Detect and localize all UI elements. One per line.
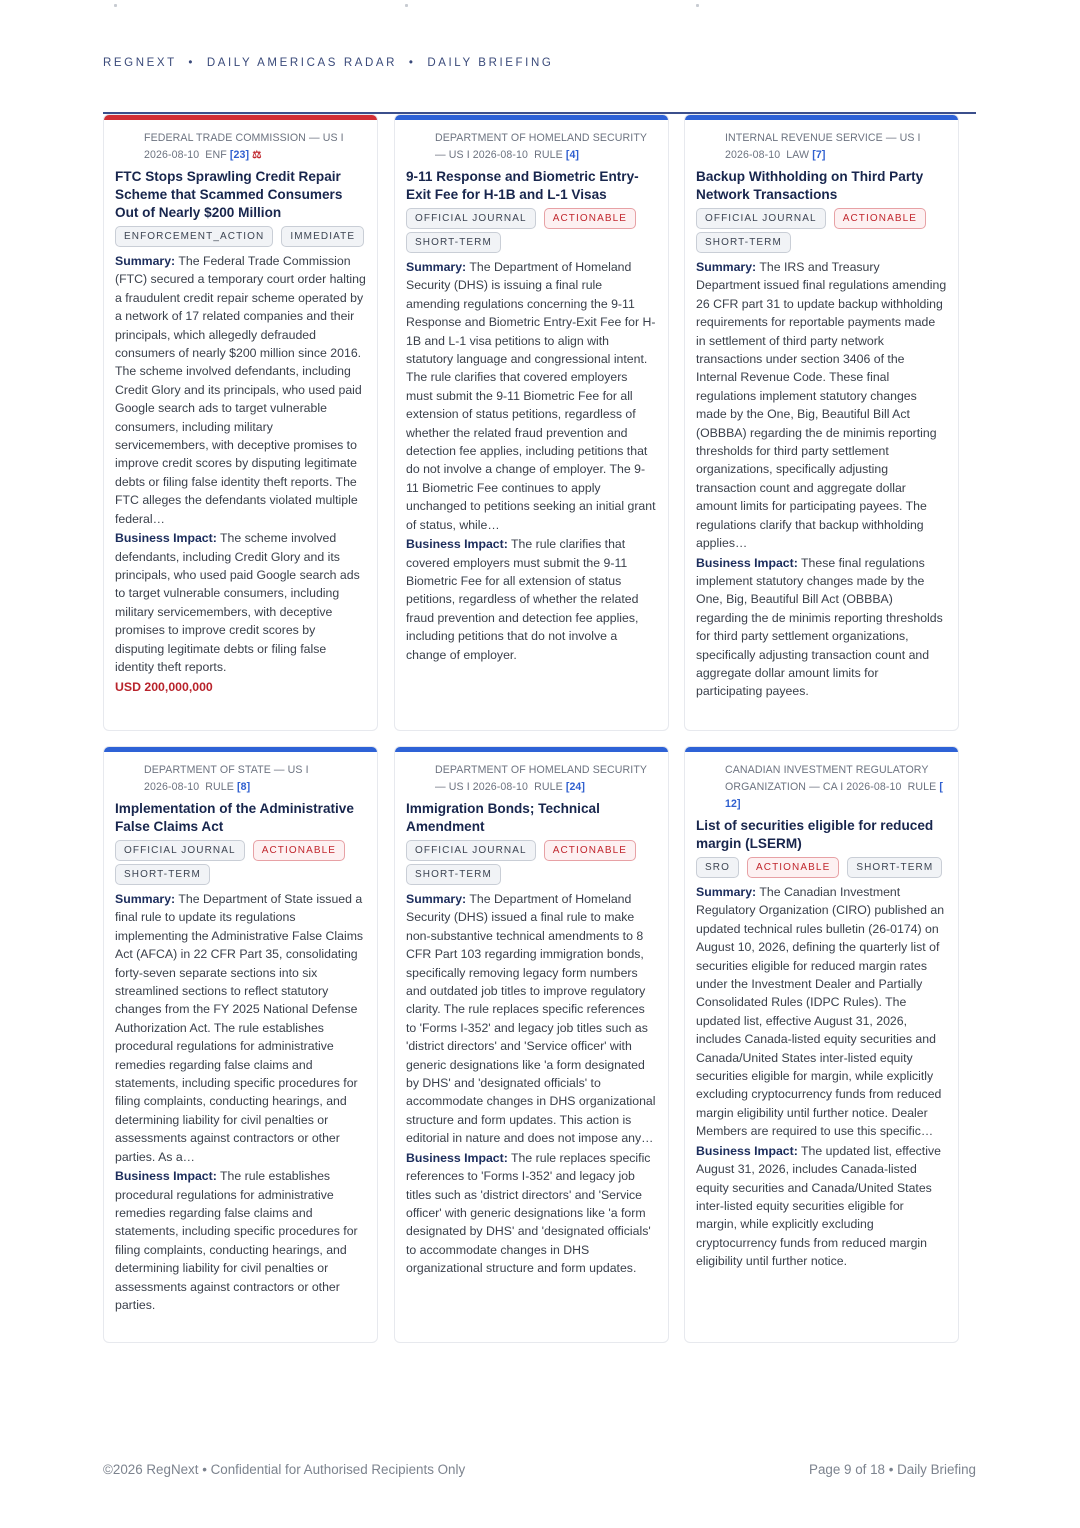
card-agency: DEPARTMENT OF STATE — US I [144, 764, 309, 776]
regulatory-card[interactable] [394, 114, 669, 731]
card-agency: FEDERAL TRADE COMMISSION — US I [144, 132, 344, 144]
tag-badge: SHORT-TERM [406, 232, 501, 253]
summary-label: Summary: [406, 260, 467, 274]
card-summary [115, 252, 366, 528]
tag-badge-actionable: ACTIONABLE [253, 840, 345, 861]
card-impact [115, 529, 366, 676]
tag-badge: ENFORCEMENT_ACTION [115, 226, 273, 247]
regulatory-card[interactable] [394, 746, 669, 1343]
impact-text: The rule establishes procedural regulations for administrative remedies regarding false claims and statements, including specific procedures for filing complaints, conducting hearings, and determining liability for civil penalties or assessments against contractors or other parties. [115, 1169, 358, 1312]
tag-badge: OFFICIAL JOURNAL [696, 208, 826, 229]
tag-badge: IMMEDIATE [281, 226, 364, 247]
card-summary [696, 883, 947, 1141]
tag-badge: SHORT-TERM [847, 857, 942, 878]
tag-badge: OFFICIAL JOURNAL [115, 840, 245, 861]
card-tags [696, 208, 947, 253]
footer-page-number: Page 9 of 18 • Daily Briefing [809, 1462, 976, 1477]
card-type: RULE [907, 781, 937, 793]
card-meta [115, 762, 366, 796]
penalty-amount: USD 200,000,000 [115, 680, 213, 695]
regulatory-card[interactable] [103, 746, 378, 1343]
impact-label: Business Impact: [696, 1143, 798, 1158]
impact-label: Business Impact: [696, 555, 798, 570]
impact-text: The rule clarifies that covered employers must submit the 9-11 Biometric Fee for all extension of status petitions, regardless of whether the related fraud prevention and detection fee applies, including petitions that do not involve a change of employer. [406, 537, 639, 662]
card-tags [406, 208, 657, 253]
tag-badge-actionable: ACTIONABLE [747, 857, 839, 878]
card-ref-link[interactable]: [ 12] [725, 781, 943, 810]
summary-label: Summary: [406, 892, 467, 906]
card-date: 2026-08-10 [472, 149, 528, 161]
card-tags [115, 226, 366, 247]
card-ref-link[interactable]: [23] [229, 149, 250, 161]
card-tags [115, 840, 366, 885]
summary-text: The Department of Homeland Security (DHS) is issuing a final rule amending regulations concerning the 9-11 Response and Biometric Entry-Exit Fee for H-1B and L-1 visa petitions to align with statutory language and congressional intent. The rule clarifies that covered employers must submit the 9-11 Biometric Fee for all extension of status petitions, regardless of whether the related fraud prevention and detection fee applies, including petitions that do not involve a change of employer. The 9-11 Biometric Fee continues to apply unchanged to petitions seeking an initial grant of status, while… [406, 260, 656, 532]
card-type: ENF [205, 149, 227, 161]
tag-badge-actionable: ACTIONABLE [544, 208, 636, 229]
header-edition: DAILY AMERICAS RADAR [206, 57, 398, 69]
card-meta [115, 130, 366, 164]
card-type: RULE [205, 781, 234, 793]
card-tags [406, 840, 657, 885]
card-title[interactable]: List of securities eligible for reduced margin (LSERM) [696, 818, 934, 851]
card-meta [406, 130, 657, 164]
card-ref-link[interactable]: [8] [237, 781, 251, 793]
summary-text: The Federal Trade Commission (FTC) secured a temporary court order halting a fraudulent credit repair scheme operated by a network of 17 related companies and their principals, which allegedly defrauded consumers of nearly $200 million since 2016. The scheme involved defendants, including Credit Glory and its principals, who used paid Google search ads to target vulnerable consumers, including military servicemembers, with deceptive promises to improve credit scores by disputing legitimate debts or filing false identity theft reports. The FTC alleges the defendants violated multiple federal… [115, 254, 366, 526]
tag-badge: OFFICIAL JOURNAL [406, 840, 536, 861]
tag-badge-actionable: ACTIONABLE [834, 208, 926, 229]
top-marks [0, 4, 1080, 10]
tag-badge: SRO [696, 857, 739, 878]
impact-text: The scheme involved defendants, including Credit Glory and its principals, who used paid Google search ads to target vulnerable consumers, including military servicemembers, with deceptive promises to improve credit scores by disputing legitimate debts or filing false identity theft reports. [115, 531, 360, 674]
card-impact [696, 554, 947, 701]
header-separator: • [408, 57, 416, 69]
card-summary [115, 890, 366, 1166]
card-summary [406, 258, 657, 534]
card-meta [696, 130, 947, 164]
card-title[interactable]: Backup Withholding on Third Party Network Transactions [696, 169, 924, 202]
regulatory-card[interactable] [684, 746, 959, 1343]
card-impact [406, 535, 657, 664]
page-header [103, 57, 553, 69]
card-ref-link[interactable]: [7] [812, 149, 826, 161]
card-date: 2026-08-10 [846, 781, 902, 793]
card-agency: INTERNAL REVENUE SERVICE — US I [725, 132, 921, 144]
header-doc-type: DAILY BRIEFING [427, 57, 554, 69]
card-title[interactable]: Implementation of the Administrative False Claims Act [115, 801, 354, 834]
card-agency: DEPARTMENT OF HOMELAND SECURITY — US I [435, 764, 647, 793]
impact-text: The updated list, effective August 31, 2026, includes Canada-listed equity securities and Canada/United States inter-listed equity securities eligible for margin, while explicitly excluding cryptocurrency funds from reduced margin eligibility until further notice. [696, 1143, 941, 1269]
impact-label: Business Impact: [115, 531, 217, 546]
summary-text: The Canadian Investment Regulatory Organization (CIRO) published an updated technical rules bulletin (26-0174) on August 10, 2026, defining the quarterly list of securities eligible for reduced margin rates under the Investment Dealer and Partially Consolidated Rules (IDPC Rules). The updated list, effective August 31, 2026, includes Canada-listed equity securities and Canada/United States inter-listed equity securities eligible for margin, while explicitly excluding cryptocurrency funds from reduced margin eligibility until further notice. Dealer Members are required to use this specific… [696, 885, 945, 1139]
card-title[interactable]: 9-11 Response and Biometric Entry-Exit Fee for H-1B and L-1 Visas [406, 169, 639, 202]
impact-text: The rule replaces specific references to 'Forms I-352' and legacy job titles such as 'district directors' and 'Service officer' with generic designations like 'a form designated by DHS' and 'designated officials' to accommodate changes in DHS organizational structure and form updates. [406, 1150, 651, 1276]
footer-copyright: ©2026 RegNext • Confidential for Authorised Recipients Only [103, 1462, 466, 1477]
summary-text: The Department of Homeland Security (DHS) issued a final rule to make non-substantive technical amendments to 8 CFR Part 103 regarding immigration bonds, specifically removing legacy form numbers and outdated job titles to improve regulatory clarity. The rule replaces specific references to 'Forms I-352' and legacy job titles such as 'district directors' and 'Service officer' with generic designations like 'a form designated by DHS' and 'designated officials' to accommodate changes in DHS organizational structure and form updates. This action is editorial in nature and does not impose any… [406, 892, 656, 1146]
summary-label: Summary: [696, 260, 757, 274]
card-ref-link[interactable]: [24] [565, 781, 586, 793]
summary-text: The Department of State issued a final rule to update its regulations implementing the Administrative False Claims Act (AFCA) in 22 CFR Part 35, consolidating forty-seven separate sections into six streamlined sections to reflect statutory changes from the FY 2025 National Defense Authorization Act. The rule establishes procedural regulations for administrative remedies regarding false claims and statements, including specific procedures for filing complaints, conducting hearings, and determining liability for civil penalties or assessments against contractors or other parties. As a… [115, 892, 364, 1164]
tag-badge: OFFICIAL JOURNAL [406, 208, 536, 229]
summary-text: The IRS and Treasury Department issued final regulations amending 26 CFR part 31 to update backup withholding requirements for reportable payments made in settlement of third party network transactions under section 3406 of the Internal Revenue Code. These final regulations implement statutory changes made by the One, Big, Beautiful Bill Act (OBBBA) regarding the de minimis reporting thresholds for third party settlement organizations, specifically adjusting transaction count and aggregate dollar amount limits for participating payees. The regulations clarify that backup withholding applies… [696, 260, 947, 551]
card-date: 2026-08-10 [144, 149, 200, 161]
card-impact [696, 1142, 947, 1271]
card-summary [406, 890, 657, 1148]
tag-badge: SHORT-TERM [406, 864, 501, 885]
card-impact [406, 1149, 657, 1278]
regulatory-card[interactable] [684, 114, 959, 731]
regulatory-card[interactable] [103, 114, 378, 731]
header-separator: • [188, 57, 196, 69]
tag-badge: SHORT-TERM [696, 232, 791, 253]
card-date: 2026-08-10 [144, 781, 200, 793]
card-impact [115, 1167, 366, 1314]
card-title[interactable]: FTC Stops Sprawling Credit Repair Scheme that Scammed Consumers Out of Nearly $200 Million [115, 169, 343, 220]
impact-label: Business Impact: [406, 537, 508, 552]
card-type: RULE [534, 149, 563, 161]
card-ref-link[interactable]: [4] [565, 149, 580, 161]
tag-badge-actionable: ACTIONABLE [544, 840, 636, 861]
card-meta [696, 762, 947, 813]
tag-badge: SHORT-TERM [115, 864, 210, 885]
summary-label: Summary: [115, 892, 176, 906]
card-type: LAW [786, 149, 810, 161]
impact-text: These final regulations implement statutory changes made by the One, Big, Beautiful Bill Act (OBBBA) regarding the de minimis reporting thresholds for third party settlement organizations, specifically adjusting transaction count and aggregate dollar amount limits for participating payees. [696, 555, 943, 699]
card-type: RULE [534, 781, 563, 793]
card-date: 2026-08-10 [472, 781, 528, 793]
card-title[interactable]: Immigration Bonds; Technical Amendment [406, 801, 600, 834]
card-meta [406, 762, 657, 796]
card-tags [696, 857, 947, 878]
scale-icon: ⚖ [252, 149, 262, 161]
card-date: 2026-08-10 [725, 149, 781, 161]
card-agency: DEPARTMENT OF HOMELAND SECURITY — US I [435, 132, 647, 161]
summary-label: Summary: [115, 254, 176, 268]
impact-label: Business Impact: [115, 1169, 217, 1184]
card-agency: CANADIAN INVESTMENT REGULATORY ORGANIZATION — CA I [725, 764, 929, 793]
summary-label: Summary: [696, 885, 757, 899]
impact-label: Business Impact: [406, 1150, 508, 1165]
header-brand: REGNEXT [103, 57, 177, 69]
card-summary [696, 258, 947, 553]
